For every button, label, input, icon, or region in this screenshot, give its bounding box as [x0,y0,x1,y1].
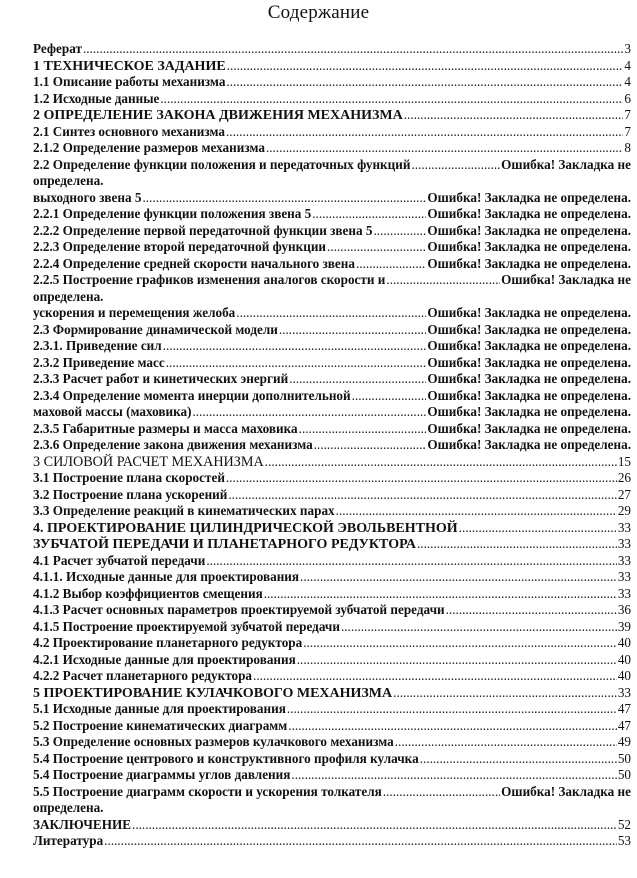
toc-entry-title: 5.2 Построение кинематических диаграмм [33,717,288,733]
toc-entry[interactable] [33,602,631,619]
toc-entry[interactable] [33,833,631,850]
toc-entry[interactable] [33,635,631,652]
toc-entry-title: 4.1.2 Выбор коэффициентов смещения [33,585,263,601]
dot-leader [143,190,427,207]
toc-entry-title: 5.1 Исходные данные для проектирования [33,701,286,716]
toc-entry-page: 52 [617,816,631,832]
toc-entry-error: Ошибка! Закладка не определена. [427,387,631,403]
toc-entry[interactable] [33,305,631,322]
toc-entry-title: Литература [33,833,104,848]
toc-entry[interactable] [33,487,631,504]
dot-leader [226,124,623,141]
toc-entry[interactable] [33,503,631,520]
toc-entry[interactable] [33,536,631,553]
dot-leader [411,157,500,174]
toc-entry[interactable] [33,784,631,801]
dot-leader [193,404,427,421]
dot-leader [287,701,617,718]
toc-entry-page: 27 [617,486,631,502]
dot-leader [446,602,617,619]
toc-entry[interactable] [33,404,631,421]
toc-entry[interactable] [33,206,631,223]
dot-leader [373,223,426,240]
toc-entry-title: 3.2 Построение плана ускорений [33,486,228,502]
dot-leader [206,553,616,570]
dot-leader [226,470,617,487]
toc-entry[interactable] [33,355,631,372]
toc-entry-page: 39 [617,618,631,634]
dot-leader [163,338,427,355]
dot-leader [383,784,500,801]
toc-entry-page: 47 [617,717,631,733]
toc-entry-title: ЗАКЛЮЧЕНИЕ [33,816,132,832]
dot-leader [352,388,427,405]
toc-entry-page: 33 [617,552,631,568]
toc-entry-title: 2.2.3 Определение второй передаточной функции [33,239,327,254]
toc-entry[interactable] [33,817,631,834]
toc-entry-title: 5 ПРОЕКТИРОВАНИЕ КУЛАЧКОВОГО МЕХАНИЗМА [33,685,393,701]
toc-entry-error: Ошибка! Закладка не [501,156,631,172]
toc-entry-title: маховой массы (маховика) [33,404,192,419]
toc-entry-title: 5.3 Определение основных размеров кулачкового механизма [33,734,394,749]
toc-entry-error: Ошибка! Закладка не определена. [427,437,631,452]
dot-leader [226,74,623,91]
toc-entry-page: 49 [617,734,631,749]
toc-entry-page: 4 [624,74,631,89]
dot-leader [312,206,426,223]
toc-entry-title: 5.4 Построение диаграммы углов давления [33,767,291,782]
dot-leader [336,503,617,520]
toc-entry[interactable] [33,734,631,751]
dot-leader [160,91,623,108]
toc-entry[interactable] [33,701,631,718]
toc-entry-title: 3.3 Определение реакций в кинематических парах [33,503,335,518]
toc-entry-error-continuation: определена. [33,173,104,188]
toc-entry-title: 2 ОПРЕДЕЛЕНИЕ ЗАКОНА ДВИЖЕНИЯ МЕХАНИЗМА [33,108,403,123]
toc-entry[interactable] [33,74,631,91]
toc-entry-error: Ошибка! Закладка не определена. [427,255,631,271]
toc-entry-page: 8 [624,140,631,155]
toc-entry-error: Ошибка! Закладка не определена. [427,305,631,320]
toc-entry-error-continuation: определена. [33,800,104,815]
toc-entry-page: 6 [624,90,631,106]
toc-entry-error: Ошибка! Закладка не определена. [427,371,631,386]
toc-entry-page: 7 [624,107,631,122]
dot-leader [253,668,617,685]
toc-entry-title: 3.1 Построение плана скоростей [33,470,225,485]
toc-entry[interactable] [33,58,631,75]
toc-entry[interactable] [33,41,631,58]
toc-entry[interactable] [33,421,631,438]
toc-entry-page: 50 [617,750,631,766]
toc-entry-title: 1.2 Исходные данные [33,90,160,106]
toc-entry-title: 4.1.1. Исходные данные для проектирования [33,569,300,584]
toc-entry-error: Ошибка! Закладка не определена. [427,222,631,238]
toc-entry-title: 4.1 Расчет зубчатой передачи [33,552,206,568]
toc-entry-title: 2.2.2 Определение первой передаточной функции звена 5 [33,222,373,238]
toc-entry-title: ускорения и перемещения желоба [33,305,236,320]
dot-leader [297,652,617,669]
toc-entry-error: Ошибка! Закладка не [501,783,631,799]
toc-entry-title: 2.3.4 Определение момента инерции дополнительной [33,387,351,403]
toc-entry-error: Ошибка! Закладка не определена. [427,206,631,221]
toc-entry-page: 50 [617,767,631,782]
toc-entry-page: 29 [617,503,631,518]
dot-leader [104,833,617,850]
toc-entry-title: 2.2.1 Определение функции положения звена 5 [33,206,312,221]
dot-leader [291,767,616,784]
toc-entry-title: 4.1.3 Расчет основных параметров проектируемой зубчатой передачи [33,602,445,617]
toc-entry-title: ЗУБЧАТОЙ ПЕРЕДАЧИ И ПЛАНЕТАРНОГО РЕДУКТОРА [33,537,416,552]
toc-entry-title: 4.2 Проектирование планетарного редуктора [33,635,303,650]
toc-entry-error: Ошибка! Закладка не определена. [427,239,631,254]
toc-entry[interactable] [33,668,631,685]
toc-entry[interactable] [33,520,631,537]
toc-entry[interactable] [33,272,631,289]
toc-entry[interactable] [33,569,631,586]
toc-entry[interactable] [33,751,631,768]
toc-entry-page: 40 [617,651,631,667]
toc-entry-error: Ошибка! Закладка не определена. [427,321,631,337]
toc-entry[interactable] [33,470,631,487]
dot-leader [264,586,617,603]
toc-entry[interactable] [33,553,631,570]
toc-entry-page: 53 [617,833,631,848]
toc-entry[interactable] [33,437,631,454]
table-of-contents [33,41,631,850]
toc-entry-title: 2.3.5 Габаритные размеры и масса маховика [33,420,298,436]
dot-leader [227,58,624,75]
dot-leader [420,751,617,768]
toc-entry-page: 33 [617,684,631,700]
toc-entry-title: выходного звена 5 [33,189,142,205]
toc-entry-error: Ошибка! Закладка не определена. [427,338,631,353]
toc-entry-page: 3 [624,41,631,56]
toc-entry[interactable] [33,322,631,339]
toc-entry-title: 4.1.5 Построение проектируемой зубчатой передачи [33,618,340,634]
toc-entry-error: Ошибка! Закладка не определена. [427,354,631,370]
toc-entry-page: 36 [617,602,631,617]
toc-entry-title: 5.4 Построение центрового и конструктивного профиля кулачка [33,750,419,766]
toc-entry-error: Ошибка! Закладка не определена. [427,404,631,419]
dot-leader [166,355,427,372]
toc-entry[interactable] [33,767,631,784]
toc-entry[interactable] [33,107,631,124]
dot-leader [417,536,617,553]
dot-leader [132,817,617,834]
toc-entry-title: 4.2.1 Исходные данные для проектирования [33,651,296,667]
toc-entry[interactable] [33,239,631,256]
toc-entry-page: 33 [617,536,631,551]
dot-leader [265,454,617,471]
toc-entry-title: 4.2.2 Расчет планетарного редуктора [33,668,253,683]
toc-entry-title: 2.3 Формирование динамической модели [33,321,278,337]
toc-entry-title: 2.2.4 Определение средней скорости начального звена [33,255,355,271]
toc-entry-error: Ошибка! Закладка не определена. [427,189,631,205]
toc-entry-title: 2.1.2 Определение размеров механизма [33,140,265,155]
toc-entry-title: 2.3.6 Определение закона движения механизма [33,437,313,452]
toc-entry-page: 40 [617,668,631,683]
toc-entry-page: 33 [617,569,631,584]
toc-entry-title: 2.3.3 Расчет работ и кинетических энергий [33,371,289,386]
toc-entry[interactable] [33,256,631,273]
dot-leader [314,437,427,454]
toc-entry[interactable] [33,619,631,636]
dot-leader [228,487,616,504]
dot-leader [279,322,427,339]
toc-entry[interactable] [33,718,631,735]
dot-leader [83,41,623,58]
toc-entry[interactable] [33,124,631,141]
toc-entry-title: 2.2 Определение функции положения и передаточных функций [33,156,411,172]
toc-entry-title: 4. ПРОЕКТИРОВАНИЕ ЦИЛИНДРИЧЕСКОЙ ЭВОЛЬВЕНТНОЙ [33,520,458,536]
toc-entry-page: 26 [617,470,631,485]
toc-entry[interactable] [33,586,631,603]
toc-entry[interactable] [33,157,631,174]
toc-entry[interactable] [33,190,631,207]
toc-entry-error: Ошибка! Закладка не определена. [427,420,631,436]
dot-leader [395,734,617,751]
toc-entry-page: 15 [617,453,631,469]
toc-entry-title: 3 СИЛОВОЙ РАСЧЕТ МЕХАНИЗМА [33,453,264,470]
dot-leader [393,685,617,702]
toc-entry[interactable] [33,685,631,702]
dot-leader [341,619,617,636]
toc-entry[interactable] [33,140,631,157]
toc-entry[interactable] [33,652,631,669]
dot-leader [299,421,427,438]
toc-entry-title: 1.1 Описание работы механизма [33,74,226,89]
toc-entry-page: 47 [617,701,631,716]
toc-entry-error-continuation: определена. [33,288,104,304]
toc-entry[interactable] [33,91,631,108]
toc-entry-title: 2.3.2 Приведение масс [33,354,165,370]
dot-leader [303,635,617,652]
dot-leader [459,520,617,537]
toc-entry[interactable] [33,338,631,355]
dot-leader [289,371,426,388]
dot-leader [288,718,617,735]
toc-entry-page: 33 [617,585,631,601]
toc-entry-page: 7 [624,123,631,139]
dot-leader [266,140,623,157]
dot-leader [404,107,624,124]
dot-leader [386,272,500,289]
toc-entry-page: 40 [617,635,631,650]
toc-entry-title: 2.2.5 Построение графиков изменения аналогов скорости и [33,272,386,287]
toc-entry-page: 33 [617,519,631,535]
dot-leader [236,305,426,322]
toc-entry[interactable] [33,388,631,405]
toc-entry-page: 4 [624,57,631,73]
toc-entry-error: Ошибка! Закладка не [501,272,631,287]
toc-entry-title: 1 ТЕХНИЧЕСКОЕ ЗАДАНИЕ [33,58,226,74]
toc-entry[interactable] [33,371,631,388]
page-title: Содержание [267,2,370,23]
toc-entry[interactable] [33,454,631,471]
toc-entry-title: 2.3.1. Приведение сил [33,338,162,353]
dot-leader [327,239,426,256]
toc-entry[interactable] [33,223,631,240]
dot-leader [300,569,617,586]
toc-entry-title: 2.1 Синтез основного механизма [33,123,225,139]
toc-entry-title: Реферат [33,41,82,56]
dot-leader [356,256,426,273]
toc-entry-title: 5.5 Построение диаграмм скорости и ускорения толкателя [33,783,382,799]
